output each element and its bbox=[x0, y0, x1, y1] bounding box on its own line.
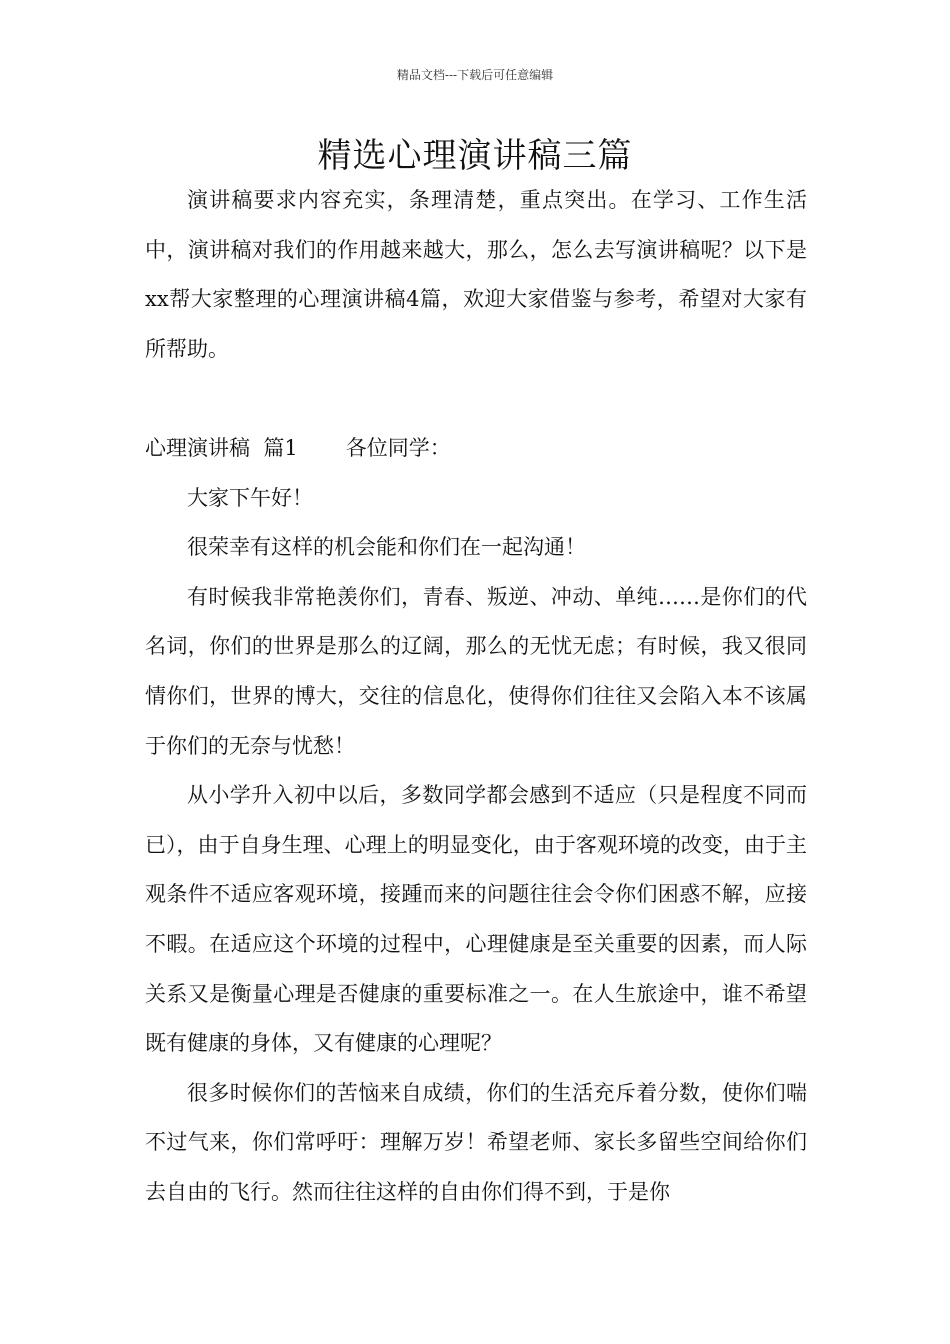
section-1-paragraph: 有时候我非常艳羡你们，青春、叛逆、冲动、单纯……是你们的代名词，你们的世界是那么的辽阔，那么的无忧无虑；有时候，我又很同情你们，世界的博大，交往的信息化，使得你们往往又会陷入本不该属于你们的无奈与忧愁！ bbox=[145, 584, 807, 758]
section-1-paragraph: 大家下午好！ bbox=[187, 485, 313, 510]
document-title: 精选心理演讲稿三篇 bbox=[317, 136, 633, 176]
intro-paragraph: 演讲稿要求内容充实，条理清楚，重点突出。在学习、工作生活中，演讲稿对我们的作用越来越大，那么，怎么去写演讲稿呢？以下是xx帮大家整理的心理演讲稿4篇，欢迎大家借鉴与参考，希望对大家有所帮助。 bbox=[145, 188, 807, 361]
page-header-note: 精品文档---下载后可任意编辑 bbox=[396, 68, 554, 82]
paragraph-spacer bbox=[145, 374, 807, 424]
section-1-heading-line bbox=[145, 424, 807, 474]
section-1-paragraph: 从小学升入初中以后，多数同学都会感到不适应（只是程度不同而已），由于自身生理、心理上的明显变化，由于客观环境的改变，由于主观条件不适应客观环境，接踵而来的问题往往会令你们困惑不解，应接不暇。在适应这个环境的过程中，心理健康是至关重要的因素，而人际关系又是衡量心理是否健康的重要标准之一。在人生旅途中，谁不希望既有健康的身体，又有健康的心理呢？ bbox=[145, 783, 807, 1056]
section-1-heading: 心理演讲稿 篇1 bbox=[145, 435, 298, 460]
document-body bbox=[145, 176, 807, 1217]
section-1-paragraph: 很荣幸有这样的机会能和你们在一起沟通！ bbox=[187, 535, 586, 560]
section-1-salutation: 各位同学： bbox=[345, 435, 451, 460]
section-1-paragraph: 很多时候你们的苦恼来自成绩，你们的生活充斥着分数，使你们喘不过气来，你们常呼吁：理解万岁！希望老师、家长多留些空间给你们去自由的飞行。然而往往这样的自由你们得不到，于是你 bbox=[145, 1080, 807, 1204]
